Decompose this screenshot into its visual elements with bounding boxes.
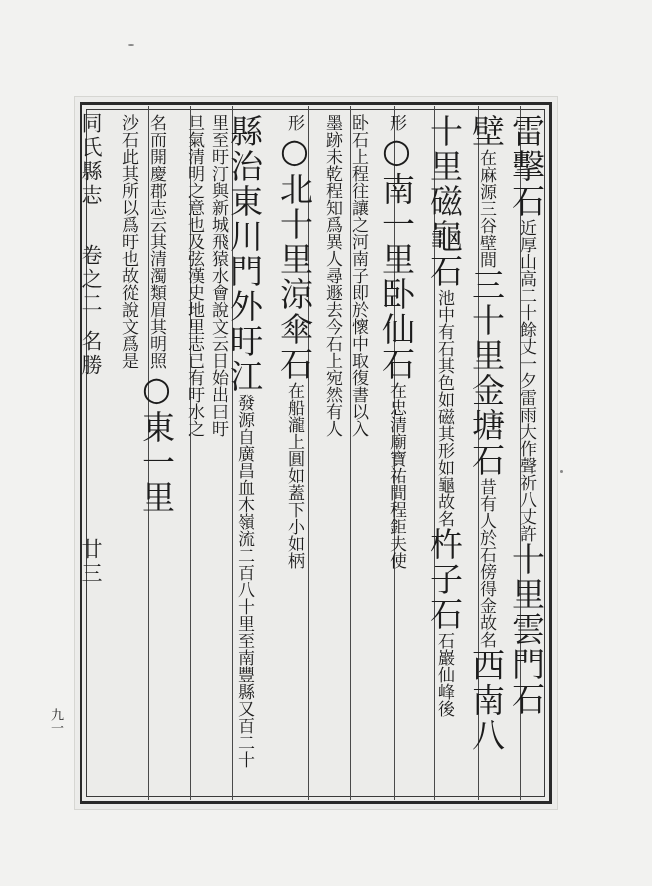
annotation-text: 在忠清廟寶祐間程鉅夫使 <box>386 382 406 569</box>
annotation-text: 池中有石其色如磁其形如龜故名 <box>434 289 454 527</box>
main-text: 十里磁龜石 <box>425 114 464 289</box>
annotation-text: 石巖仙峰後 <box>434 632 454 717</box>
annotation-text: 墨跡未乾程知爲異人尋遯去今石上宛然有人 <box>322 114 342 437</box>
main-text: 縣治東川門外旴江 <box>225 114 264 394</box>
text-column-3 <box>424 114 464 784</box>
text-column-10 <box>174 114 214 784</box>
annotation-text: 昔有人於石傍得金故名 <box>476 478 496 648</box>
leaf-number: 廿三 <box>79 538 103 586</box>
main-text: 十里雲門石 <box>507 542 546 717</box>
volume-label: 卷之二 <box>79 244 103 316</box>
page-sheet <box>74 96 558 810</box>
annotation-text: 里至旴汀與新城飛猿水會說文云日始出曰旴 <box>208 114 228 437</box>
paper-speck <box>128 44 134 46</box>
annotation-text: 形 <box>284 114 304 131</box>
annotation-text: 名而開慶郡志云其清濁類眉其明照 <box>146 114 166 369</box>
annotation-text: 旦氣清明之意也及弦漢史地里志已有旴水之 <box>184 114 204 437</box>
annotation-text: 近厚山高二十餘丈一夕雷雨大作聲祈八丈許 <box>516 219 536 542</box>
main-text: ○東一里 <box>137 369 176 515</box>
annotation-text: 卧石上程往讓之河南子即於懷中取復書以入 <box>348 114 368 437</box>
main-text: 杵子石 <box>425 527 464 632</box>
annotation-text: 在船瀧上圓如蓋下小如柄 <box>284 382 304 569</box>
main-text: ○北十里涼傘石 <box>275 131 314 382</box>
annotation-text: 在麻源三谷壁間 <box>476 149 496 268</box>
page-number: 九一 <box>48 708 63 734</box>
text-column-7 <box>274 114 314 784</box>
main-text: 雷擊石 <box>507 114 546 219</box>
text-column-2 <box>466 114 506 784</box>
main-text: 壁 <box>467 114 506 149</box>
book-title: 同氏縣志 <box>79 112 103 208</box>
text-column-4 <box>376 114 416 784</box>
annotation-text: 形 <box>386 114 406 131</box>
margin-heading <box>78 112 106 802</box>
main-text: ○南一里卧仙石 <box>377 131 416 382</box>
section-label: 名勝 <box>79 330 103 378</box>
text-column-1 <box>506 114 546 784</box>
annotation-text: 發源自廣昌血木嶺流二百八十里至南豐縣又百二十 <box>234 394 254 768</box>
main-text: 三十里金塘石 <box>467 268 506 478</box>
text-column-6 <box>312 114 352 784</box>
paper-speck <box>560 470 563 473</box>
main-text: 西南八 <box>467 648 506 753</box>
annotation-text: 沙石此其所以爲旴也故從說文爲是 <box>118 114 138 369</box>
text-column-12 <box>108 114 148 784</box>
